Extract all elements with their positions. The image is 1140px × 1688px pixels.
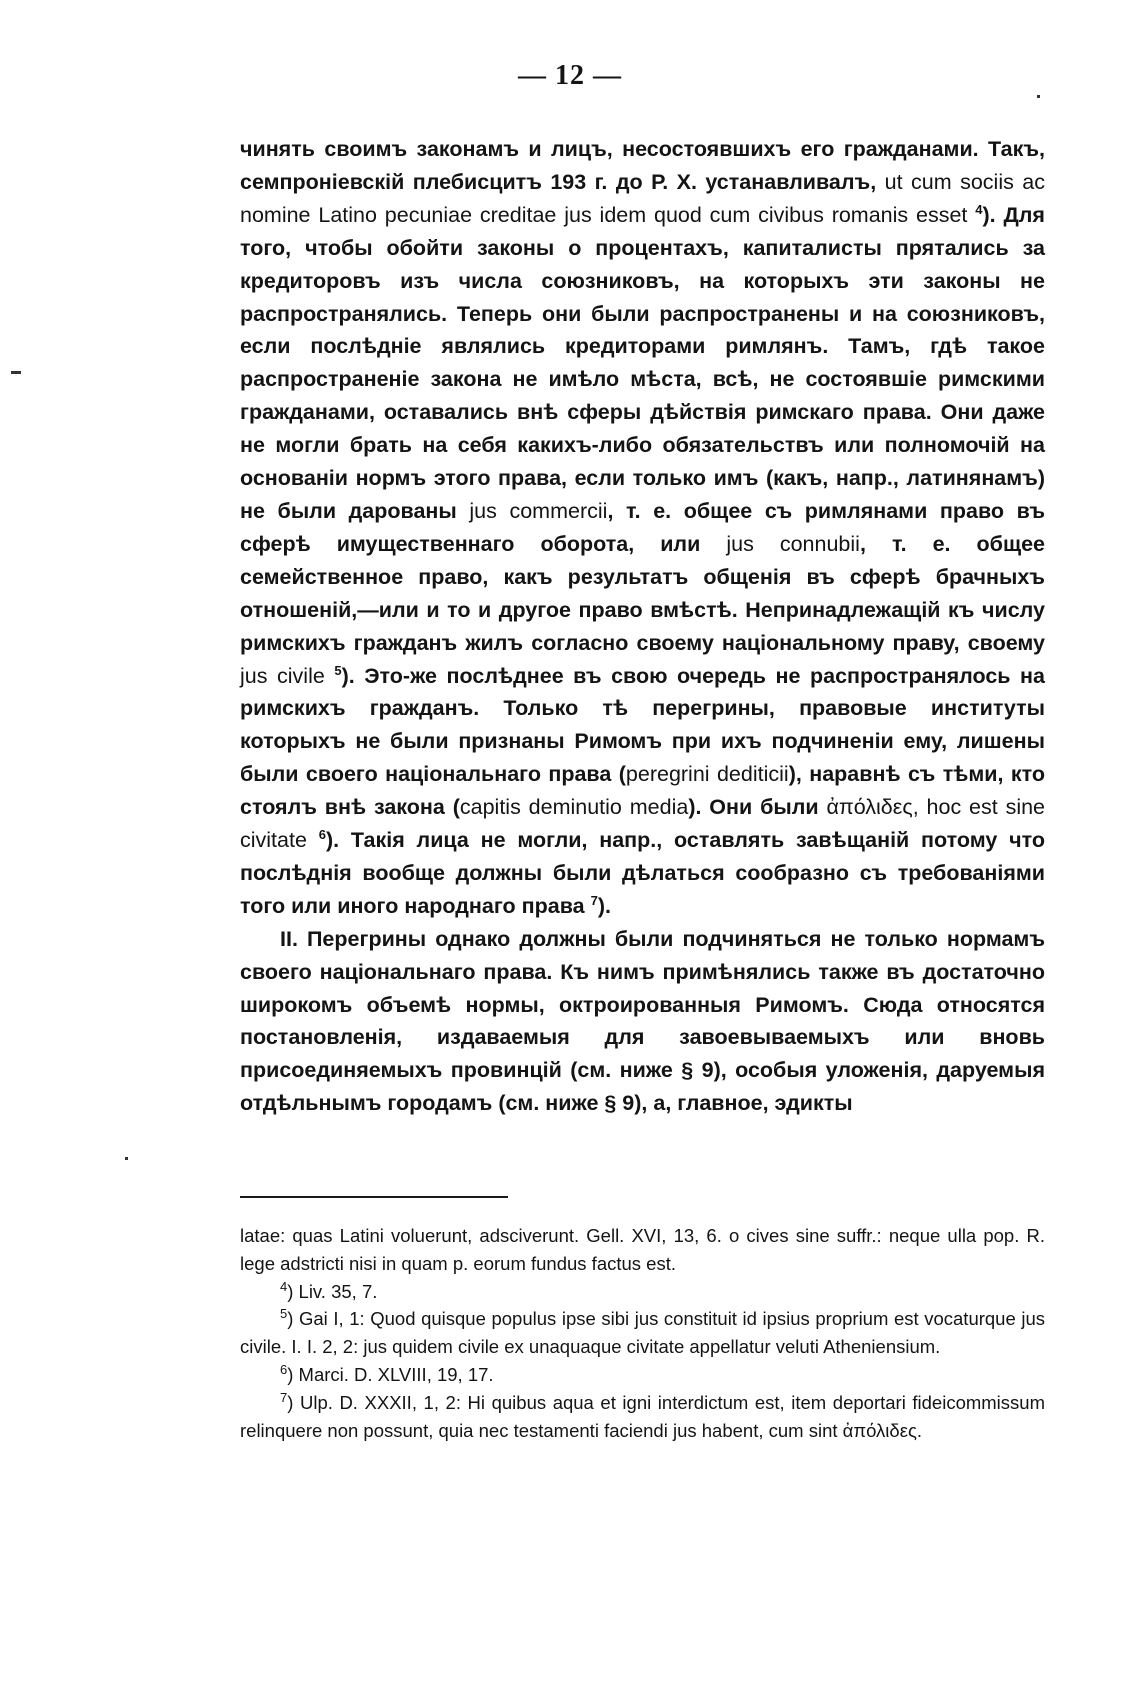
latin-term-civile: jus civile bbox=[240, 663, 325, 688]
footnote-ref-5: 5 bbox=[334, 662, 342, 678]
latin-term-dediticii: peregrini dediticii bbox=[625, 762, 789, 787]
footnote-separator bbox=[240, 1196, 508, 1198]
latin-quote: ut cum sociis ac nomine Latino pecuniae creditae jus idem quod cum civibus romanis esset bbox=[240, 169, 1045, 227]
page-number: — 12 — bbox=[518, 60, 622, 91]
latin-term-commercii: jus commercii bbox=[469, 498, 608, 523]
greek-latin-term: ἀπόλιδες, hoc est sine civitate bbox=[240, 795, 1046, 853]
footnote-ref-6: 6 bbox=[318, 826, 326, 842]
footnote-6: $^6$) Marci. D. XLVIII, 19, 17. bbox=[280, 1361, 494, 1385]
footnote-4: $^4$) Liv. 35, 7. bbox=[280, 1278, 378, 1302]
main-text bbox=[240, 133, 1045, 1120]
latin-term-deminutio: capitis deminutio media bbox=[459, 795, 689, 820]
scan-speck bbox=[125, 1157, 128, 1160]
footnote-5: $^5$) Gai I, 1: Quod quisque populus ipse sibi jus constituit id ipsius proprium est vocaturque jus civile. I. I. 2, 2: jus quidem civile ex unaquaque civitate appellatur veluti Atheniensium. bbox=[240, 1306, 1045, 1358]
scan-speck bbox=[1037, 95, 1040, 98]
footnote-continuation: latae: quas Latini voluerunt, adsciverunt. Gell. XVI, 13, 6. o cives sine suffr.: neque ulla pop. R. lege adstricti nisi in quam p. eorum fundus factus est. bbox=[240, 1225, 1045, 1274]
footnote-ref-7: 7 bbox=[590, 892, 598, 908]
paragraph-2: II. Перегрины однако должны были подчиняться не только нормамъ своего національнаго права. Къ нимъ примѣнялись также въ достаточно широкомъ объемѣ нормы, октроированныя Римомъ. Сюда относятся постановленія, издаваемыя для завоевываемыхъ или вновь присоединяемыхъ провинцій (см. ниже § 9), особыя уложенія, даруемыя отдѣльнымъ городамъ (см. ниже § 9), а, главное, эдикты bbox=[240, 926, 1045, 1116]
footnote-ref-4: 4 bbox=[975, 201, 983, 217]
paragraph-1: чинять своимъ законамъ и лицъ, несостоявшихъ его гражданами. Такъ, семпроніевскій плебисцитъ 193 г. до Р. Х. устанавливалъ, ut cum sociis ac nomine Latino pecuniae creditae jus idem quod cum civibus romanis esset $^4$). Для того, чтобы обойти законы о процентахъ, капиталисты прятались за кредиторовъ изъ числа союзниковъ, на которыхъ эти законы не распространялись. Теперь они были распространены и на союзниковъ, если послѣдніе являлись кредиторами римлянъ. Тамъ, гдѣ такое распространеніе закона не имѣло мѣста, всѣ, не состоявшіе римскими гражданами, оставались внѣ сферы дѣйствія римскаго права. Они даже не могли брать на себя какихъ-либо обязательствъ или полномочій на основаніи нормъ этого права, если только имъ (какъ, напр., латинянамъ) не были дарованы jus commercii, т. е. общее съ римлянами право въ сферѣ имущественнаго оборота, или jus connubii, т. е. общее семейственное право, какъ результатъ общенія въ сферѣ брачныхъ отношеній,—или и то и другое право вмѣстѣ. Непринадлежащій къ числу римскихъ гражданъ жилъ согласно своему національному праву, своему jus civile $^5$). Это-же послѣднее въ свою очередь не распространялось на римскихъ гражданъ. Только тѣ перегрины, правовые институты которыхъ не были признаны Римомъ при ихъ подчиненіи ему, лишены были своего національнаго права (peregrini dediticii), наравнѣ съ тѣми, кто стоялъ внѣ закона (capitis deminutio media). Они были ἀπόλιδες, hoc est sine civitate $^6$). Такія лица не могли, напр., оставлять завѣщаній потому что послѣднія вообще должны были дѣлаться сообразно съ требованіями того или иного народнаго права $^7$). bbox=[240, 137, 1046, 918]
latin-term-connubii: jus connubii bbox=[726, 531, 860, 556]
footnotes bbox=[240, 1222, 1045, 1444]
scan-speck bbox=[11, 371, 21, 374]
footnote-7: $^7$) Ulp. D. XXXII, 1, 2: Hi quibus aqua et igni interdictum est, item deportari fideicommissum relinquere non possunt, quia nec testamenti faciendi jus habent, cum sint ἀπόλιδες. bbox=[240, 1389, 1045, 1441]
